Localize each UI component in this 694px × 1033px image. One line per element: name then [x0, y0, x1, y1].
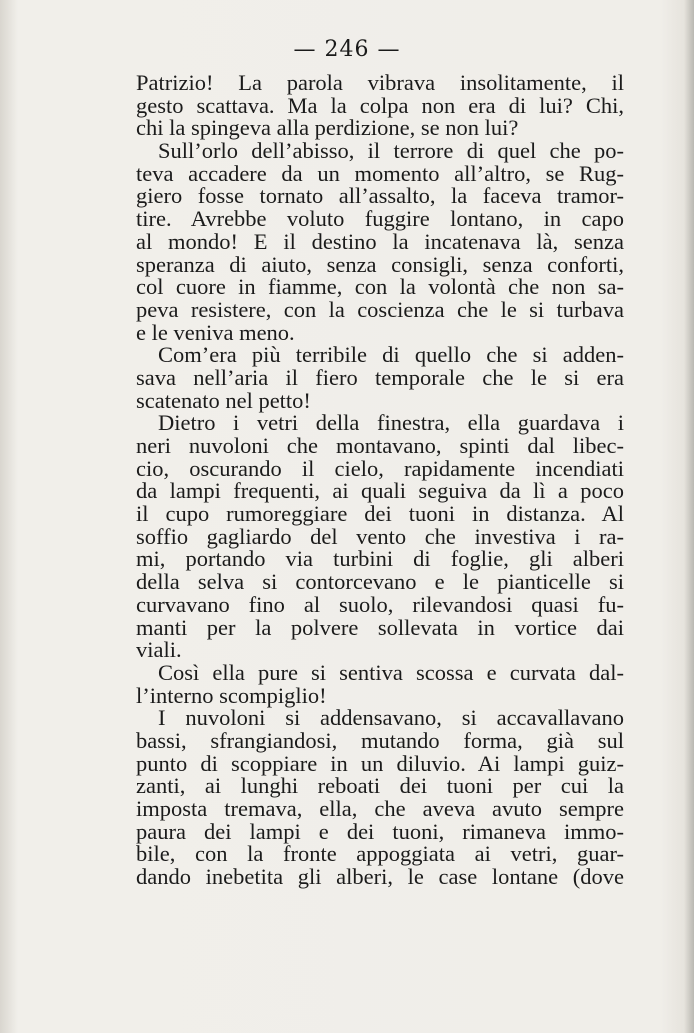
text-line: peva resistere, con la coscienza che le si turbava — [136, 296, 624, 322]
text-line: della selva si contorcevano e le pianticelle si — [136, 569, 624, 595]
text-line: chi la spingeva alla perdizione, se non lui? — [136, 115, 519, 141]
text-line: l’interno scompiglio! — [136, 682, 327, 708]
text-line: giero fosse tornato all’assalto, la faceva tramor- — [136, 183, 624, 209]
text-line: sava nell’aria il fiero temporale che le si era — [136, 364, 624, 390]
page-number: — 246 — — [293, 37, 401, 62]
text-line: manti per la polvere sollevata in vortice dai — [136, 614, 624, 640]
text-line: bile, con la fronte appoggiata ai vetri, guar- — [136, 841, 624, 867]
page-edge-shadow — [684, 0, 694, 1033]
text-line: gesto scattava. Ma la colpa non era di lui? Chi, — [136, 92, 624, 118]
text-line: teva accadere da un momento all’altro, se Rug- — [136, 160, 624, 186]
text-line: da lampi frequenti, ai quali seguiva da lì a poco — [136, 478, 624, 504]
text-line: paura dei lampi e dei tuoni, rimaneva immo- — [136, 818, 624, 844]
text-line: Patrizio! La parola vibrava insolitamente, il — [136, 70, 624, 95]
text-line: soffio gagliardo del vento che investiva i ra- — [136, 523, 624, 549]
text-line: col cuore in fiamme, con la volontà che non sa- — [136, 274, 624, 300]
text-line: Dietro i vetri della finestra, ella guardava i — [158, 410, 624, 436]
text-line: mi, portando via turbini di foglie, gli alberi — [136, 546, 624, 572]
text-line: imposta tremava, ella, che aveva avuto sempre — [136, 796, 624, 821]
text-line: cio, oscurando il cielo, rapidamente incendiati — [136, 455, 624, 481]
text-line: bassi, sfrangiandosi, mutando forma, già sul — [136, 727, 624, 753]
text-line: neri nuvoloni che montavano, spinti dal libec- — [136, 433, 624, 458]
body-text — [136, 72, 624, 889]
text-line: Sull’orlo dell’abisso, il terrore di quel che po- — [158, 138, 624, 164]
text-line: Com’era più terribile di quello che si adden- — [158, 342, 624, 368]
text-line: speranza di aiuto, senza consigli, senza conforti, — [136, 251, 624, 277]
text-line: Così ella pure si sentiva scossa e curvata dal- — [158, 659, 624, 685]
text-line: I nuvoloni si addensavano, si accavallavano — [158, 705, 624, 731]
text-line: scatenato nel petto! — [136, 387, 311, 413]
text-line: tire. Avrebbe voluto fuggire lontano, in capo — [136, 206, 624, 232]
text-line: al mondo! E il destino la incatenava là, senza — [136, 228, 624, 254]
text-line: dando inebetita gli alberi, le case lontane (dove — [136, 864, 624, 890]
text-line: e le veniva meno. — [136, 319, 295, 345]
text-line: zanti, ai lunghi reboati dei tuoni per cui la — [136, 773, 624, 799]
text-line: il cupo rumoreggiare dei tuoni in distanza. Al — [136, 501, 624, 527]
text-line: punto di scoppiare in un diluvio. Ai lampi guiz- — [136, 750, 624, 776]
text-line: curvavano fino al suolo, rilevandosi quasi fu- — [136, 591, 624, 617]
text-line: viali. — [136, 637, 182, 663]
